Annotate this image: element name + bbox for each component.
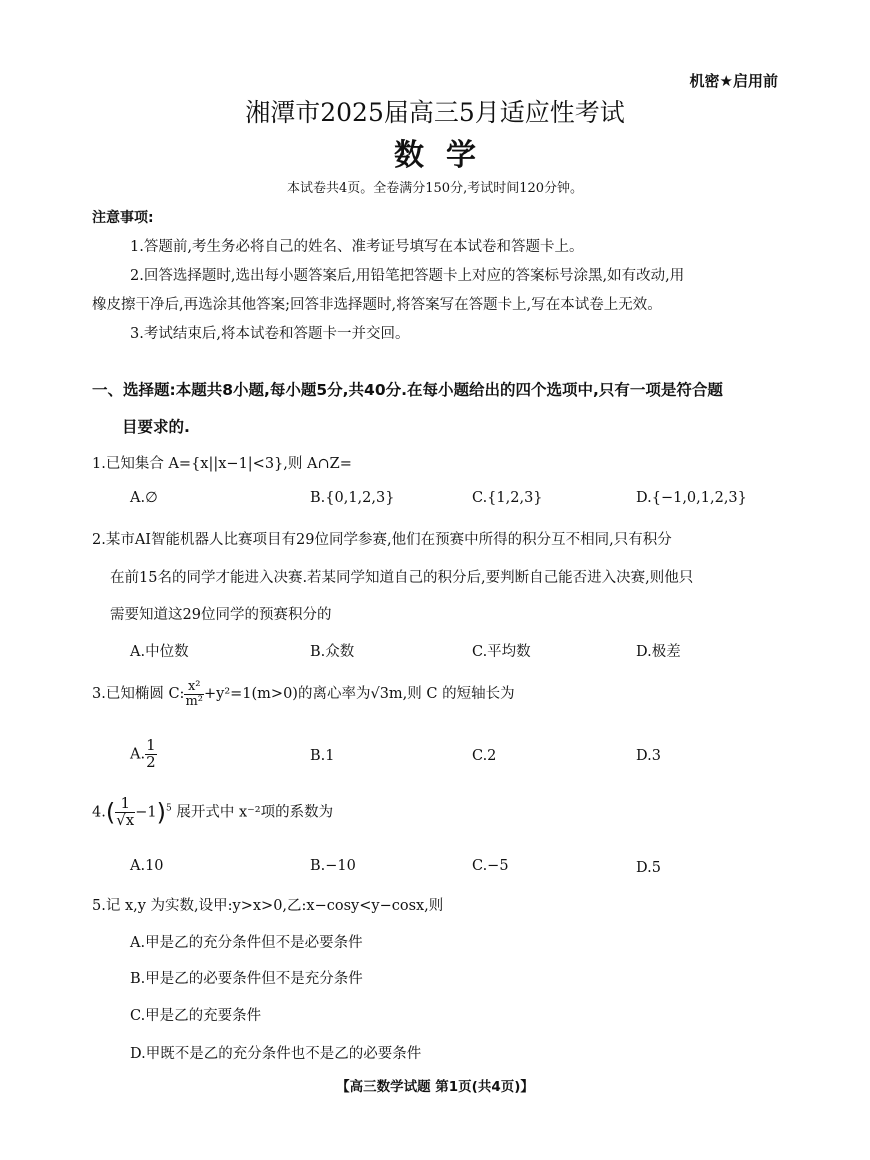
question-4-option-d: D.5 [636, 860, 661, 876]
notice-item-2-line-2: 橡皮擦干净后,再选涂其他答案;回答非选择题时,将答案写在答题卡上,写在本试卷上无效。 [92, 297, 662, 313]
exam-intro: 本试卷共4页。全卷满分150分,考试时间120分钟。 [286, 181, 584, 196]
question-2-line-1: 2.某市AI智能机器人比赛项目有29位同学参赛,他们在预赛中所得的积分互不相同,只有积分 [92, 532, 672, 548]
question-3-suffix: +y²=1(m>0)的离心率为√3m,则 C 的短轴长为 [203, 686, 515, 703]
question-2-option-c: C.平均数 [472, 644, 531, 660]
question-1-option-d: D.{−1,0,1,2,3} [636, 490, 747, 506]
question-3-fraction [184, 680, 204, 708]
question-4-option-a: A.10 [130, 858, 164, 874]
notice-item-1: 1.答题前,考生务必将自己的姓名、准考证号填写在本试卷和答题卡上。 [130, 239, 584, 255]
question-5-option-b: B.甲是乙的必要条件但不是充分条件 [130, 971, 363, 987]
question-3-prefix: 3.已知椭圆 C: [92, 686, 185, 703]
question-4-suffix: 展开式中 x⁻²项的系数为 [176, 804, 334, 821]
question-1-option-c: C.{1,2,3} [472, 490, 543, 506]
question-5-option-a: A.甲是乙的充分条件但不是必要条件 [130, 935, 363, 951]
question-3-option-a [130, 738, 157, 771]
question-3-option-b: B.1 [310, 748, 335, 764]
question-3-option-d: D.3 [636, 748, 661, 764]
confidential-label: 机密★启用前 [689, 72, 778, 90]
page-footer: 【高三数学试题 第1页(共4页)】 [336, 1079, 534, 1095]
question-5-stem: 5.记 x,y 为实数,设甲:y>x>0,乙:x−cosy<y−cosx,则 [92, 898, 444, 914]
question-4-exponent: 5 [166, 803, 172, 814]
question-4-option-c: C.−5 [472, 858, 509, 874]
notice-item-2-line-1: 2.回答选择题时,选出每小题答案后,用铅笔把答题卡上对应的答案标号涂黑,如有改动,用 [130, 268, 685, 284]
question-3-option-a-numerator: 1 [146, 736, 156, 754]
question-4-fraction-numerator: 1 [115, 796, 135, 813]
question-4-option-b: B.−10 [310, 858, 356, 874]
question-3-option-a-denominator: 2 [146, 752, 156, 771]
question-3-option-a-label: A. [130, 746, 146, 763]
section-heading-line-2: 目要求的. [122, 418, 190, 436]
exam-title: 湘潭市2025届高三5月适应性考试 [245, 98, 625, 127]
question-4-stem [92, 796, 333, 829]
question-2-line-3: 需要知道这29位同学的预赛积分的 [110, 607, 332, 623]
question-4-fraction-denominator: √x [116, 810, 135, 829]
question-4-fraction [115, 796, 135, 829]
question-3-fraction-denominator: m² [185, 693, 203, 709]
question-5-option-c: C.甲是乙的充要条件 [130, 1008, 262, 1024]
question-5-option-d: D.甲既不是乙的充分条件也不是乙的必要条件 [130, 1046, 422, 1062]
notice-heading: 注意事项: [92, 210, 154, 226]
question-2-option-a: A.中位数 [130, 644, 189, 660]
notice-item-3: 3.考试结束后,将本试卷和答题卡一并交回。 [130, 326, 410, 342]
question-4-prefix: 4. [92, 804, 106, 821]
right-paren: ) [156, 798, 166, 827]
question-3-stem [92, 680, 515, 708]
question-2-option-d: D.极差 [636, 644, 681, 660]
question-1-option-a: A.∅ [130, 490, 158, 506]
section-heading-line-1: 一、选择题:本题共8小题,每小题5分,共40分.在每小题给出的四个选项中,只有一项是符合题 [92, 381, 723, 399]
question-2-line-2: 在前15名的同学才能进入决赛.若某同学知道自己的积分后,要判断自己能否进入决赛,则他只 [110, 570, 694, 586]
subject-title: 数学 [394, 138, 498, 173]
question-3-fraction-numerator: x² [184, 680, 204, 695]
question-4-minus-one: −1 [135, 804, 157, 821]
left-paren: ( [105, 798, 116, 827]
question-1-option-b: B.{0,1,2,3} [310, 490, 395, 506]
question-2-option-b: B.众数 [310, 644, 355, 660]
question-3-option-a-fraction [145, 738, 157, 771]
question-1-stem: 1.已知集合 A={x||x−1|<3},则 A∩Z= [92, 456, 352, 472]
question-3-option-c: C.2 [472, 748, 497, 764]
